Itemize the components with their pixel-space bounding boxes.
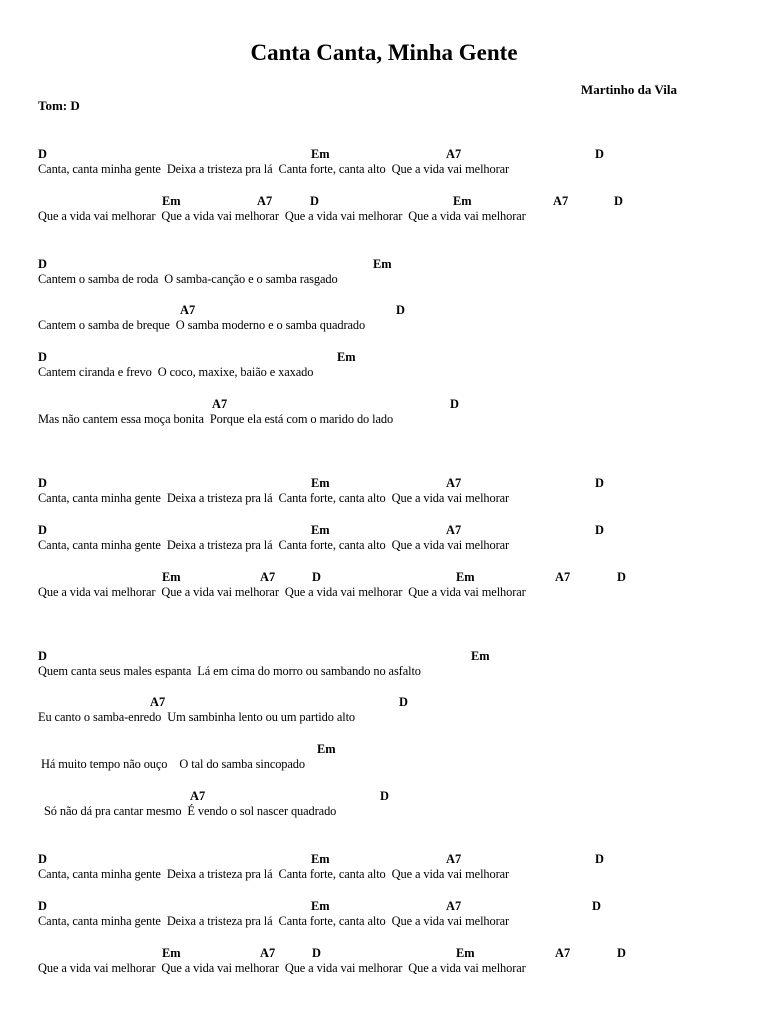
chord-label: D: [38, 350, 47, 364]
chord-label: D: [38, 852, 47, 866]
chord-label: A7: [555, 570, 571, 584]
chord-label: Em: [453, 194, 472, 208]
chord-label: Em: [373, 257, 392, 271]
chord-label: D: [38, 476, 47, 490]
chord-label: Em: [311, 852, 330, 866]
lyric-line: Eu canto o samba-enredo Um sambinha lento ou um partido alto: [38, 710, 356, 724]
chord-label: D: [396, 303, 405, 317]
chord-label: D: [450, 397, 459, 411]
chord-label: A7: [260, 570, 276, 584]
chord-label: D: [38, 523, 47, 537]
chord-label: D: [38, 257, 47, 271]
chord-label: Em: [162, 570, 181, 584]
chord-label: D: [617, 570, 626, 584]
chord-label: Em: [311, 147, 330, 161]
lyric-line: Canta, canta minha gente Deixa a tristeza pra lá Canta forte, canta alto Que a vida vai melhorar: [38, 914, 510, 928]
chord-label: A7: [446, 147, 462, 161]
chord-label: A7: [446, 476, 462, 490]
lyric-line: Canta, canta minha gente Deixa a tristeza pra lá Canta forte, canta alto Que a vida vai melhorar: [38, 162, 510, 176]
chord-label: Em: [337, 350, 356, 364]
chord-label: D: [595, 147, 604, 161]
chord-label: A7: [446, 852, 462, 866]
lyric-line: Cantem ciranda e frevo O coco, maxixe, baião e xaxado: [38, 365, 314, 379]
chord-label: A7: [446, 523, 462, 537]
chord-label: Em: [317, 742, 336, 756]
chord-label: A7: [260, 946, 276, 960]
chord-label: D: [38, 649, 47, 663]
lyric-line: Há muito tempo não ouço O tal do samba sincopado: [38, 757, 305, 771]
chord-label: Em: [456, 946, 475, 960]
song-key: Tom: D: [38, 98, 80, 113]
chord-label: A7: [212, 397, 228, 411]
chord-label: D: [38, 147, 47, 161]
chord-label: D: [595, 523, 604, 537]
chord-label: D: [312, 570, 321, 584]
lyric-line: Quem canta seus males espanta Lá em cima do morro ou sambando no asfalto: [38, 664, 421, 678]
lyric-line: Canta, canta minha gente Deixa a tristeza pra lá Canta forte, canta alto Que a vida vai melhorar: [38, 867, 510, 881]
lyric-line: Mas não cantem essa moça bonita Porque ela está com o marido do lado: [38, 412, 394, 426]
chord-label: D: [617, 946, 626, 960]
chord-label: D: [614, 194, 623, 208]
chord-label: D: [595, 476, 604, 490]
chord-label: D: [380, 789, 389, 803]
chord-label: D: [399, 695, 408, 709]
chord-label: Em: [471, 649, 490, 663]
chord-label: Em: [162, 946, 181, 960]
chord-label: A7: [257, 194, 273, 208]
chord-label: D: [312, 946, 321, 960]
chord-label: Em: [311, 899, 330, 913]
lyric-line: Que a vida vai melhorar Que a vida vai melhorar Que a vida vai melhorar Que a vida vai melhorar: [38, 209, 526, 223]
lyric-line: Que a vida vai melhorar Que a vida vai melhorar Que a vida vai melhorar Que a vida vai melhorar: [38, 585, 526, 599]
chord-label: A7: [180, 303, 196, 317]
chord-label: A7: [150, 695, 166, 709]
chord-label: D: [592, 899, 601, 913]
chord-label: A7: [555, 946, 571, 960]
song-title: Canta Canta, Minha Gente: [250, 40, 518, 65]
chord-label: Em: [311, 476, 330, 490]
chord-label: Em: [162, 194, 181, 208]
song-author: Martinho da Vila: [580, 82, 677, 97]
lyric-line: Cantem o samba de breque O samba moderno e o samba quadrado: [38, 318, 366, 332]
lyric-line: Só não dá pra cantar mesmo É vendo o sol nascer quadrado: [38, 804, 337, 818]
chord-label: A7: [553, 194, 569, 208]
chord-label: Em: [456, 570, 475, 584]
lyric-line: Canta, canta minha gente Deixa a tristeza pra lá Canta forte, canta alto Que a vida vai melhorar: [38, 491, 510, 505]
chord-label: A7: [190, 789, 206, 803]
chord-label: D: [310, 194, 319, 208]
chord-label: D: [38, 899, 47, 913]
chord-label: A7: [446, 899, 462, 913]
lyric-line: Cantem o samba de roda O samba-canção e o samba rasgado: [38, 272, 338, 286]
lyric-line: Que a vida vai melhorar Que a vida vai melhorar Que a vida vai melhorar Que a vida vai melhorar: [38, 961, 526, 975]
lyric-line: Canta, canta minha gente Deixa a tristeza pra lá Canta forte, canta alto Que a vida vai melhorar: [38, 538, 510, 552]
chord-label: Em: [311, 523, 330, 537]
chord-label: D: [595, 852, 604, 866]
